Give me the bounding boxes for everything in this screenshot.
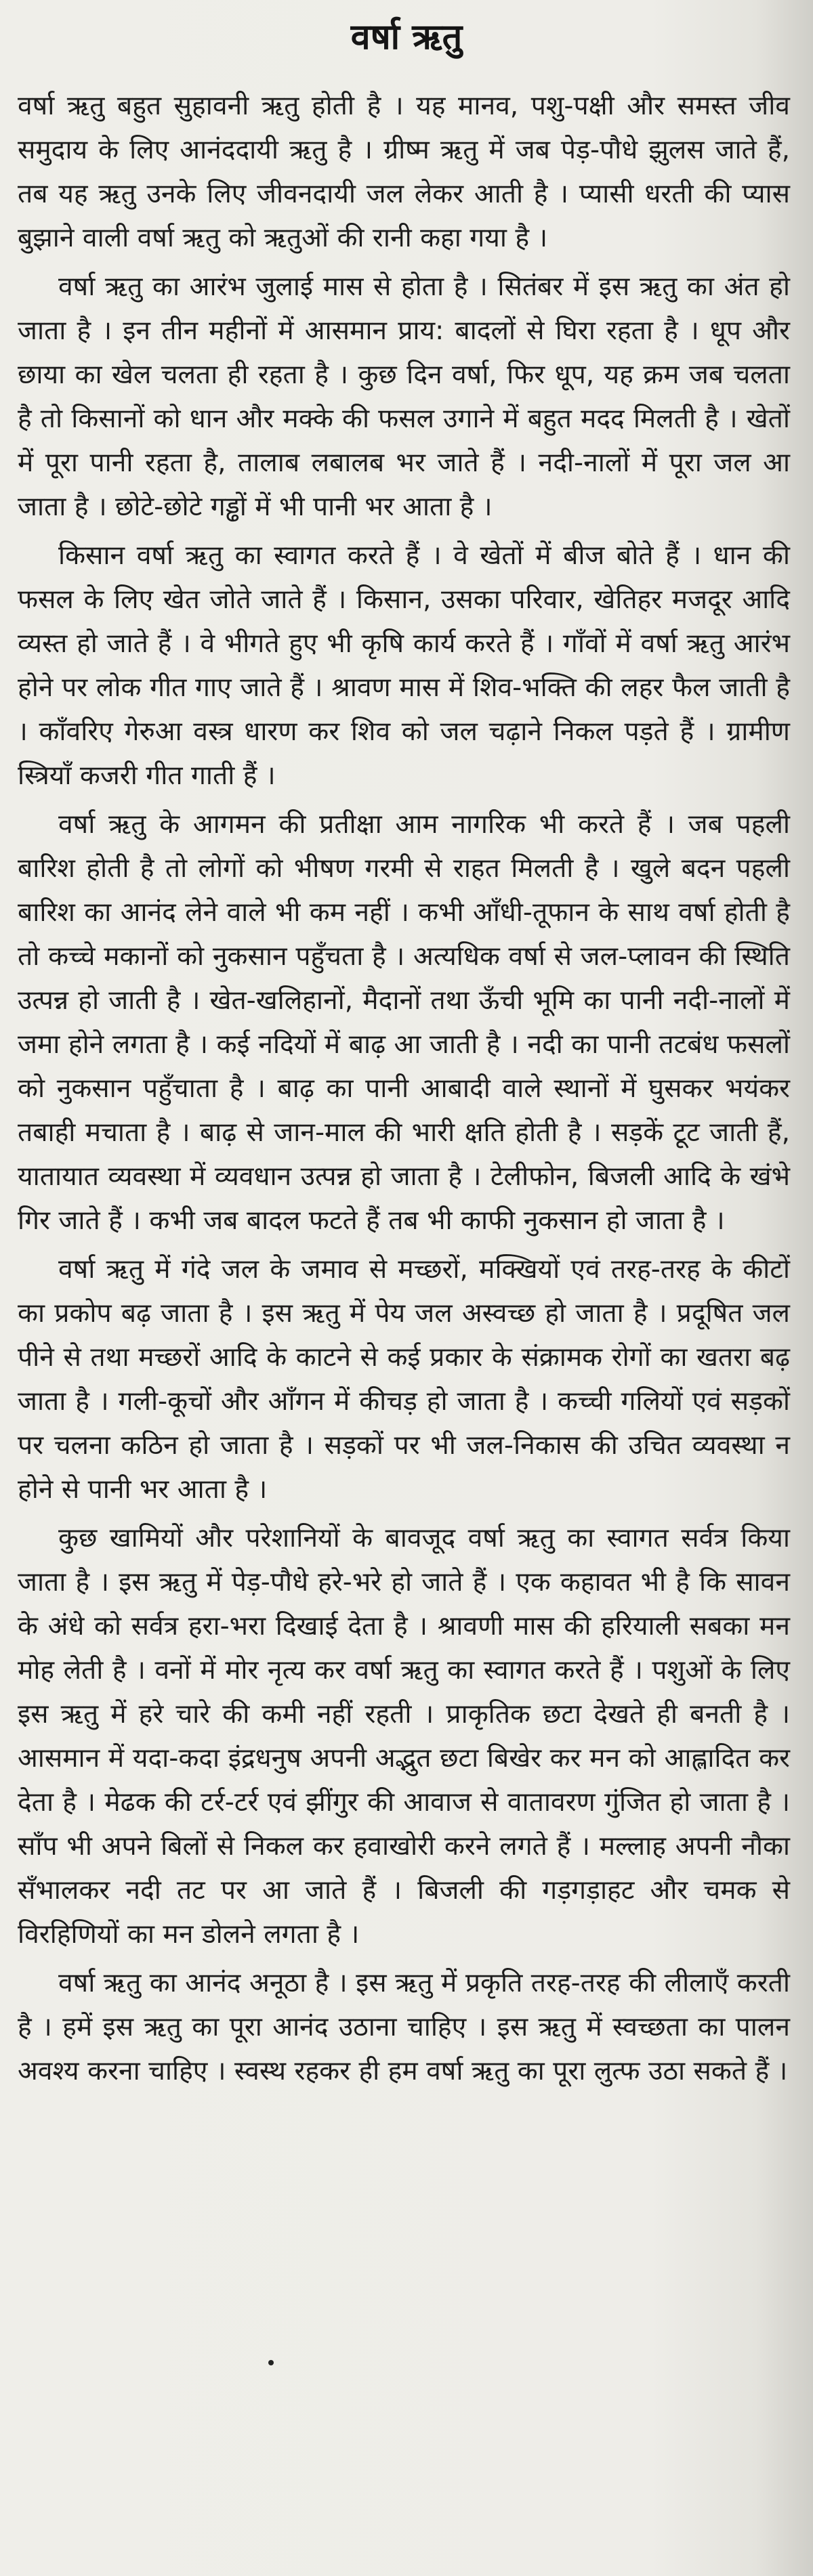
paragraph-6: कुछ खामियों और परेशानियों के बावजूद वर्षा ऋतु का स्वागत सर्वत्र किया जाता है । इस ऋतु में पेड़-पौधे हरे-भरे हो जाते हैं । एक कहावत भी है कि सावन के अंधे को सर्वत्र हरा-भरा दिखाई देता है । श्रावणी मास की हरियाली सबका मन मोह लेती है । वनों में मोर नृत्य कर वर्षा ऋतु का स्वागत करते हैं । पशुओं के लिए इस ऋतु में हरे चारे की कमी नहीं रहती । प्राकृतिक छटा देखते ही बनती है । आसमान में यदा-कदा इंद्रधनुष अपनी अद्भुत छटा बिखेर कर मन को आह्लादित कर देता है । मेढक की टर्र-टर्र एवं झींगुर की आवाज से वातावरण गुंजित हो जाता है । साँप भी अपने बिलों से निकल कर हवाखोरी करने लगते हैं । मल्लाह अपनी नौका सँभालकर नदी तट पर आ जाते हैं । बिजली की गड़गड़ाहट और चमक से विरहिणियों का मन डोलने लगता है । (18, 1523, 790, 1950)
paragraph-7: वर्षा ऋतु का आनंद अनूठा है । इस ऋतु में प्रकृति तरह-तरह की लीलाएँ करती है । हमें इस ऋतु का पूरा आनंद उठाना चाहिए । इस ऋतु में स्वच्छता का पालन अवश्य करना चाहिए । स्वस्थ रहकर ही हम वर्षा ऋतु का पूरा लुत्फ उठा सकते हैं । (18, 1968, 790, 2086)
paragraph-3: किसान वर्षा ऋतु का स्वागत करते हैं । वे खेतों में बीज बोते हैं । धान की फसल के लिए खेत जोते जाते हैं । किसान, उसका परिवार, खेतिहर मजदूर आदि व्यस्त हो जाते हैं । वे भीगते हुए भी कृषि कार्य करते हैं । गाँवों में वर्षा ऋतु आरंभ होने पर लोक गीत गाए जाते हैं । श्रावण मास में शिव-भक्ति की लहर फैल जाती है । काँवरिए गेरुआ वस्त्र धारण कर शिव को जल चढ़ाने निकल पड़ते हैं । ग्रामीण स्त्रियाँ कजरी गीत गाती हैं । (18, 540, 790, 791)
essay-body (18, 84, 790, 2098)
page-title: वर्षा ऋतु (350, 17, 463, 58)
ink-dot-mark (268, 2360, 274, 2365)
paragraph-2: वर्षा ऋतु का आरंभ जुलाई मास से होता है । सितंबर में इस ऋतु का अंत हो जाता है । इन तीन महीनों में आसमान प्राय: बादलों से घिरा रहता है । धूप और छाया का खेल चलता ही रहता है । कुछ दिन वर्षा, फिर धूप, यह क्रम जब चलता है तो किसानों को धान और मक्के की फसल उगाने में बहुत मदद मिलती है । खेतों में पूरा पानी रहता है, तालाब लबालब भर जाते हैं । नदी-नालों में पूरा जल आ जाता है । छोटे-छोटे गड्ढों में भी पानी भर आता है । (18, 272, 790, 522)
paragraph-5: वर्षा ऋतु में गंदे जल के जमाव से मच्छरों, मक्खियों एवं तरह-तरह के कीटों का प्रकोप बढ़ जाता है । इस ऋतु में पेय जल अस्वच्छ हो जाता है । प्रदूषित जल पीने से तथा मच्छरों आदि के काटने से कई प्रकार के संक्रामक रोगों का खतरा बढ़ जाता है । गली-कूचों और आँगन में कीचड़ हो जाता है । कच्ची गलियों एवं सड़कों पर चलना कठिन हो जाता है । सड़कों पर भी जल-निकास की उचित व्यवस्था न होने से पानी भर आता है । (18, 1254, 790, 1505)
paragraph-1: वर्षा ऋतु बहुत सुहावनी ऋतु होती है । यह मानव, पशु-पक्षी और समस्त जीव समुदाय के लिए आनंददायी ऋतु है । ग्रीष्म ऋतु में जब पेड़-पौधे झुलस जाते हैं, तब यह ऋतु उनके लिए जीवनदायी जल लेकर आती है । प्यासी धरती की प्यास बुझाने वाली वर्षा ऋतु को ऋतुओं की रानी कहा गया है । (18, 91, 790, 253)
paragraph-4: वर्षा ऋतु के आगमन की प्रतीक्षा आम नागरिक भी करते हैं । जब पहली बारिश होती है तो लोगों को भीषण गरमी से राहत मिलती है । खुले बदन पहली बारिश का आनंद लेने वाले भी कम नहीं । कभी आँधी-तूफान के साथ वर्षा होती है तो कच्चे मकानों को नुकसान पहुँचता है । अत्यधिक वर्षा से जल-प्लावन की स्थिति उत्पन्न हो जाती है । खेत-खलिहानों, मैदानों तथा ऊँची भूमि का पानी नदी-नालों में जमा होने लगता है । कई नदियों में बाढ़ आ जाती है । नदी का पानी तटबंध फसलों को नुकसान पहुँचाता है । बाढ़ का पानी आबादी वाले स्थानों में घुसकर भयंकर तबाही मचाता है । बाढ़ से जान-माल की भारी क्षति होती है । सड़कें टूट जाती हैं, यातायात व्यवस्था में व्यवधान उत्पन्न हो जाता है । टेलीफोन, बिजली आदि के खंभे गिर जाते हैं । कभी जब बादल फटते हैं तब भी काफी नुकसान हो जाता है । (18, 809, 790, 1236)
